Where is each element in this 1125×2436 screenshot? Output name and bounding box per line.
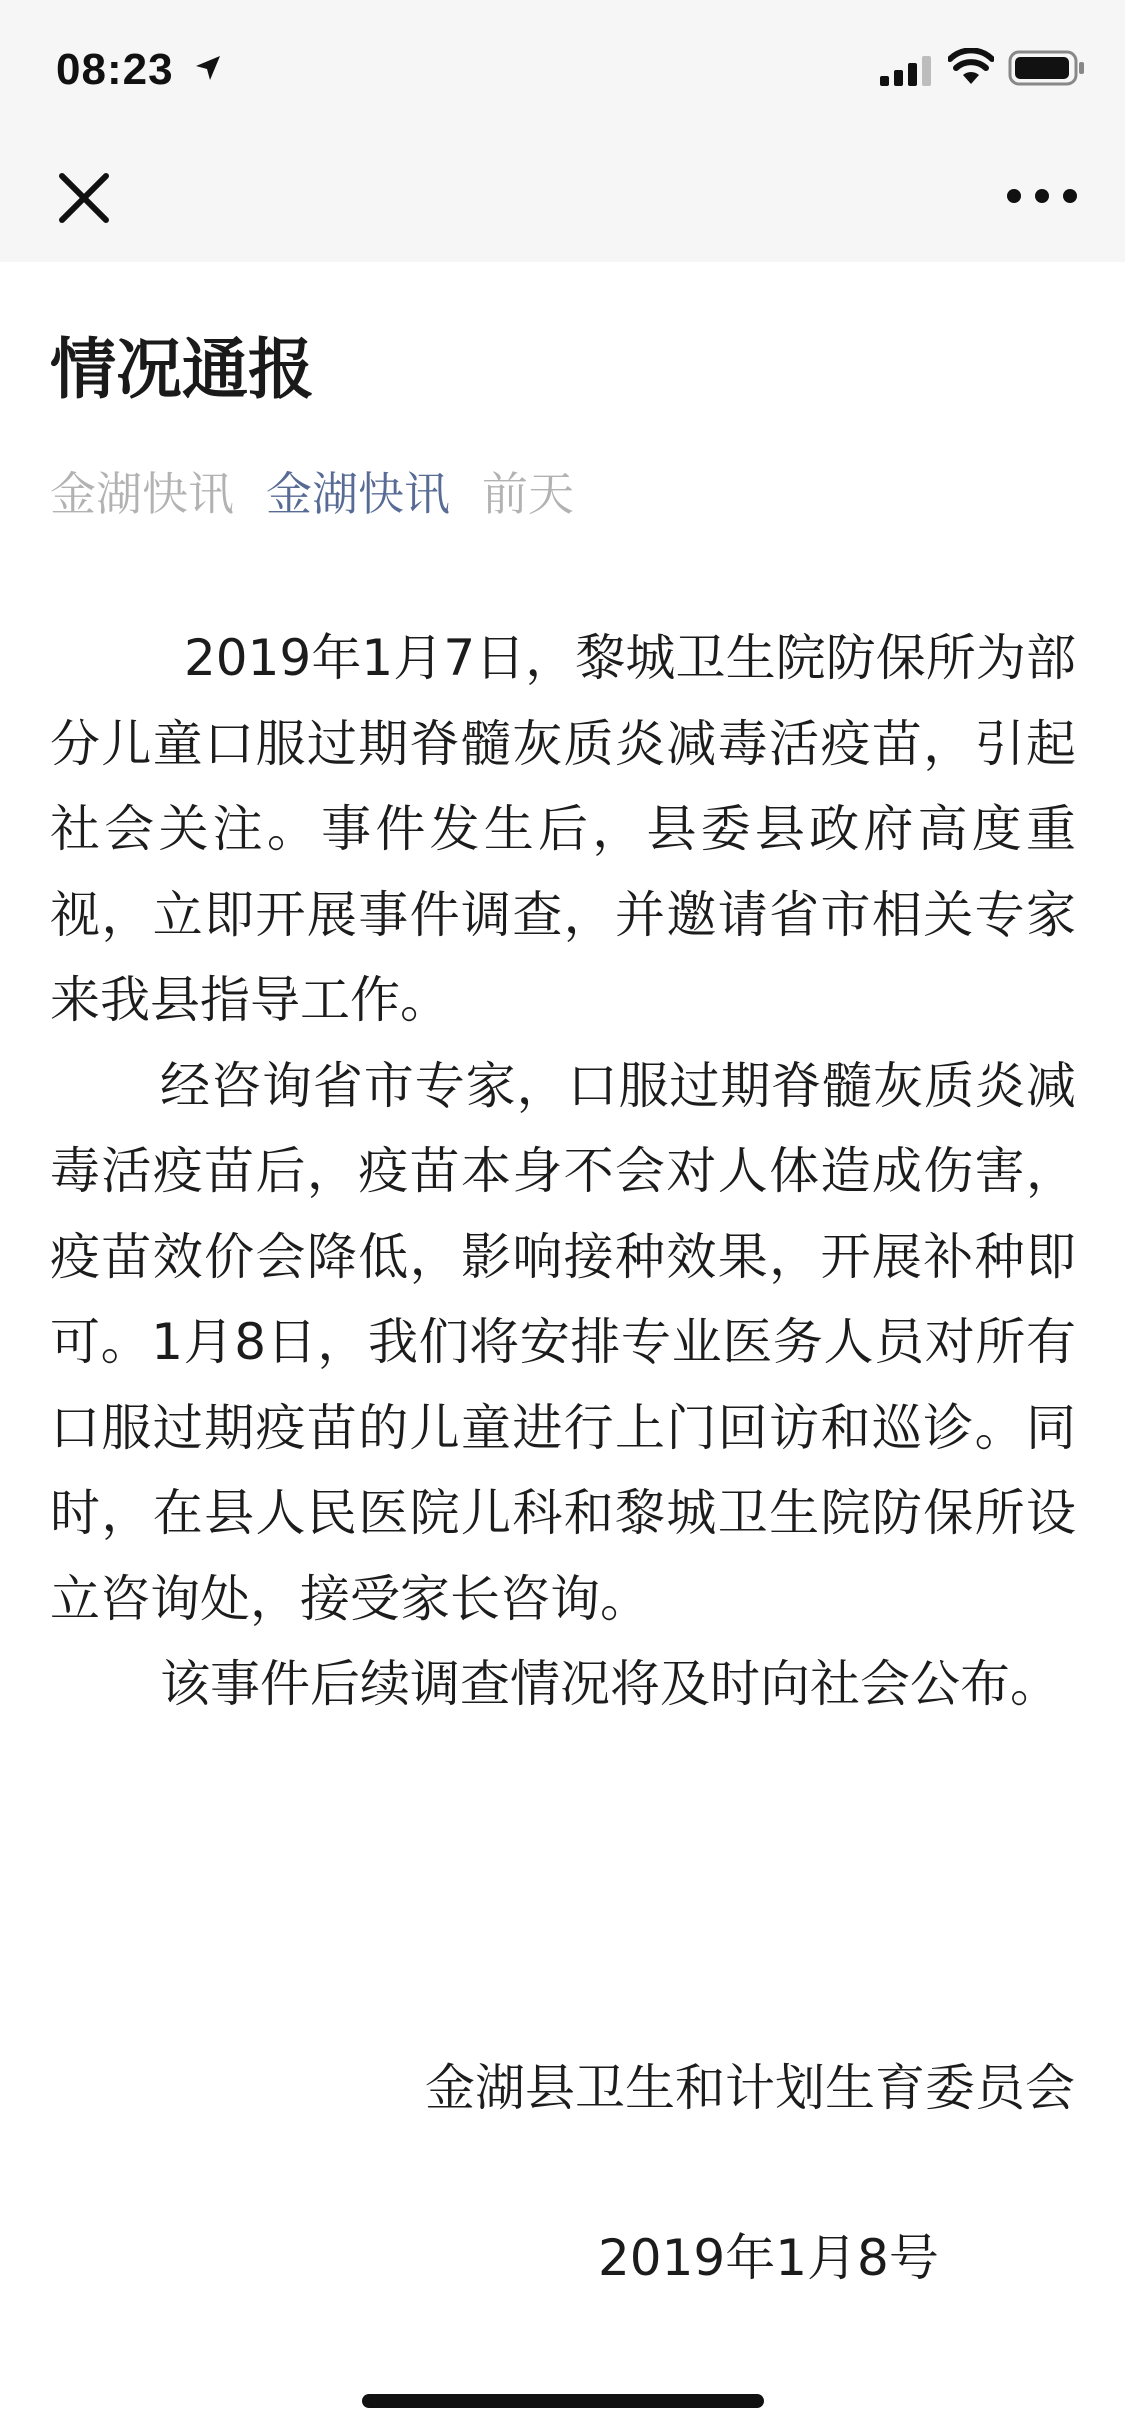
article-author: 金湖快讯	[50, 467, 234, 521]
more-dots-icon	[1007, 189, 1077, 203]
signature-date: 2019年1月8号	[598, 2229, 939, 2287]
account-name-link[interactable]: 金湖快讯	[266, 467, 450, 521]
article-title: 情况通报	[50, 331, 314, 408]
cellular-signal-icon	[880, 56, 932, 86]
paragraph-2: 经咨询省市专家，口服过期脊髓灰质炎减毒活疫苗后，疫苗本身不会对人体造成伤害，疫苗效价会降低，影响接种效果，开展补种即可。1月8日，我们将安排专业医务人员对所有口服过期疫苗的儿童进行上门回访和巡诊。同时，在县人民医院儿科和黎城卫生院防保所设立咨询处，接受家长咨询。	[50, 1056, 1076, 1628]
close-icon	[62, 176, 106, 220]
battery-icon	[1008, 50, 1086, 86]
paragraph-3: 该事件后续调查情况将及时向社会公布。	[160, 1655, 1060, 1713]
close-button[interactable]	[52, 166, 116, 230]
paragraph-1: 2019年1月7日，黎城卫生院防保所为部分儿童口服过期脊髓灰质炎减毒活疫苗，引起社会关注。事件发生后，县委县政府高度重视，立即开展事件调查，并邀请省市相关专家来我县指导工作。	[50, 629, 1076, 1029]
article-body	[50, 616, 1076, 1728]
signature: 金湖县卫生和计划生育委员会	[425, 2059, 1075, 2117]
article-meta	[50, 462, 606, 526]
publish-date: 前天	[482, 467, 574, 521]
location-arrow-icon	[192, 52, 224, 84]
top-bar	[0, 0, 1125, 262]
wifi-icon	[948, 48, 994, 86]
home-indicator[interactable]	[362, 2394, 764, 2408]
status-time: 08:23	[56, 45, 174, 94]
more-button[interactable]	[1004, 184, 1080, 208]
